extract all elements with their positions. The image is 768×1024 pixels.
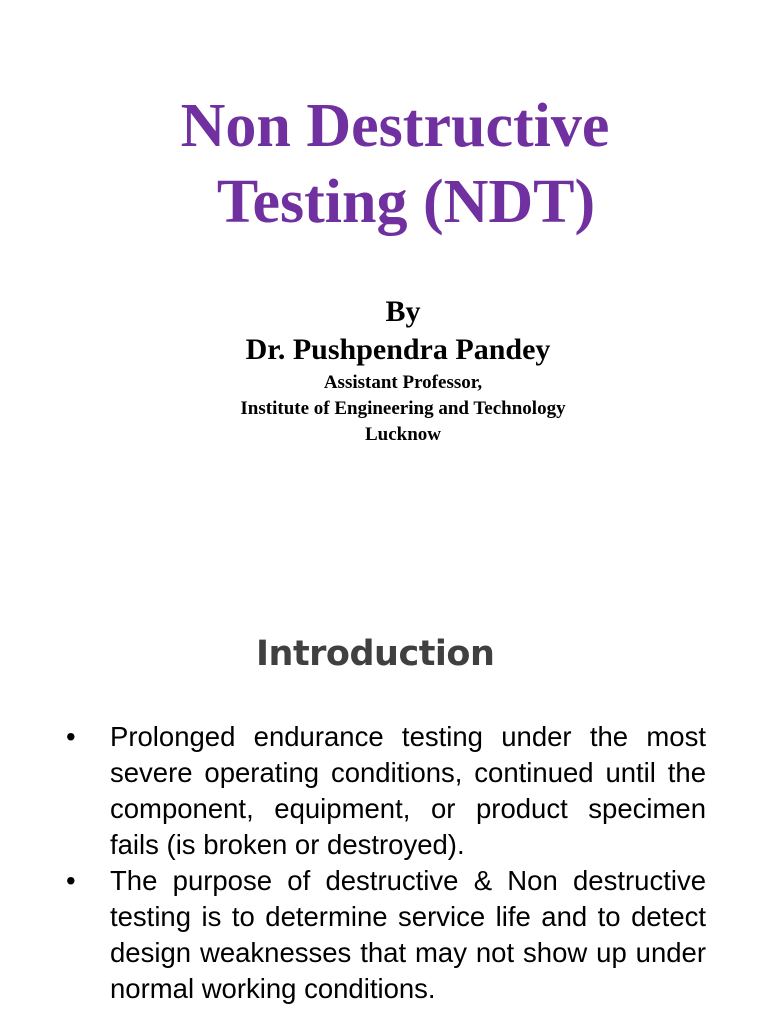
bullet-item (66, 719, 706, 863)
author-institute: Institute of Engineering and Technology (240, 398, 566, 419)
introduction-slide (0, 576, 768, 1024)
bullet-icon: • (66, 721, 76, 752)
author-block (0, 294, 768, 448)
bullet-text: The purpose of destructive & Non destructive testing is to determine service life and to detect design weaknesses that may not show up under normal working conditions. (110, 865, 706, 1004)
presentation-title (0, 88, 768, 240)
section-heading: Introduction (256, 634, 495, 674)
title-line-1: Non Destructive (180, 92, 610, 160)
author-city: Lucknow (364, 424, 442, 445)
bullet-list (66, 719, 706, 1007)
bullet-icon: • (66, 865, 76, 896)
title-line-2: Testing (NDT) (216, 168, 596, 236)
author-position: Assistant Professor, (323, 372, 483, 393)
bullet-item (66, 863, 706, 1007)
bullet-text: Prolonged endurance testing under the most severe operating conditions, continued until the component, equipment, or product specimen fails (is broken or destroyed). (110, 721, 706, 860)
by-label: By (385, 295, 421, 328)
author-name: Dr. Pushpendra Pandey (245, 333, 551, 366)
